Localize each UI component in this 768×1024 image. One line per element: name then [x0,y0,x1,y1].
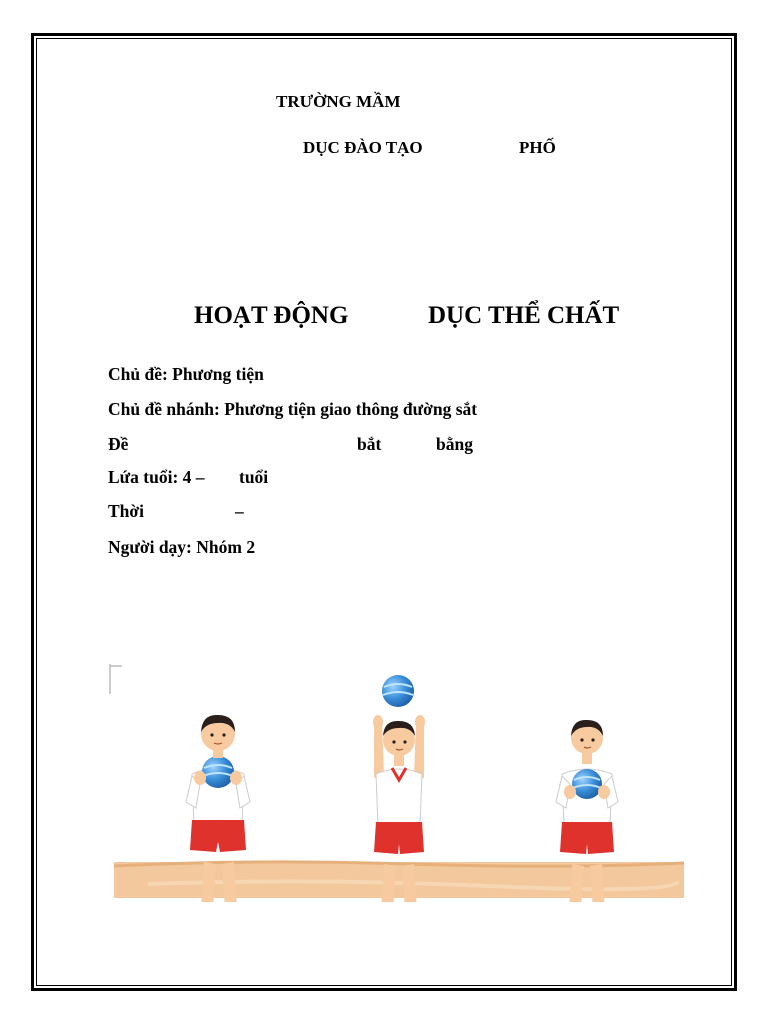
children-ball-illustration [108,660,686,902]
time-dash: – [235,501,244,521]
age-label: Lứa tuổi: 4 – [108,467,205,487]
age-unit: tuổi [239,467,269,487]
age-line [108,467,308,491]
time-label: Thời [108,501,144,521]
subject-word-1: bắt [357,434,382,454]
activity-title-part1: HOẠT ĐỘNG [194,302,349,329]
school-name: TRƯỜNG MẦM [276,92,401,111]
subject-word-2: bằng [436,434,473,454]
subject-line [108,434,508,458]
teacher-line: Người dạy: Nhóm 2 [108,537,256,557]
department-name: DỤC ĐÀO TẠO [303,138,423,157]
topic-line: Chủ đề: Phương tiện [108,364,264,384]
subtopic-line: Chủ đề nhánh: Phương tiện giao thông đường sắt [108,399,478,419]
activity-title-part2: DỤC THỂ CHẤT [428,302,620,329]
subject-label: Đề [108,434,129,454]
time-line [108,501,308,525]
city-name: PHỐ [519,138,556,157]
